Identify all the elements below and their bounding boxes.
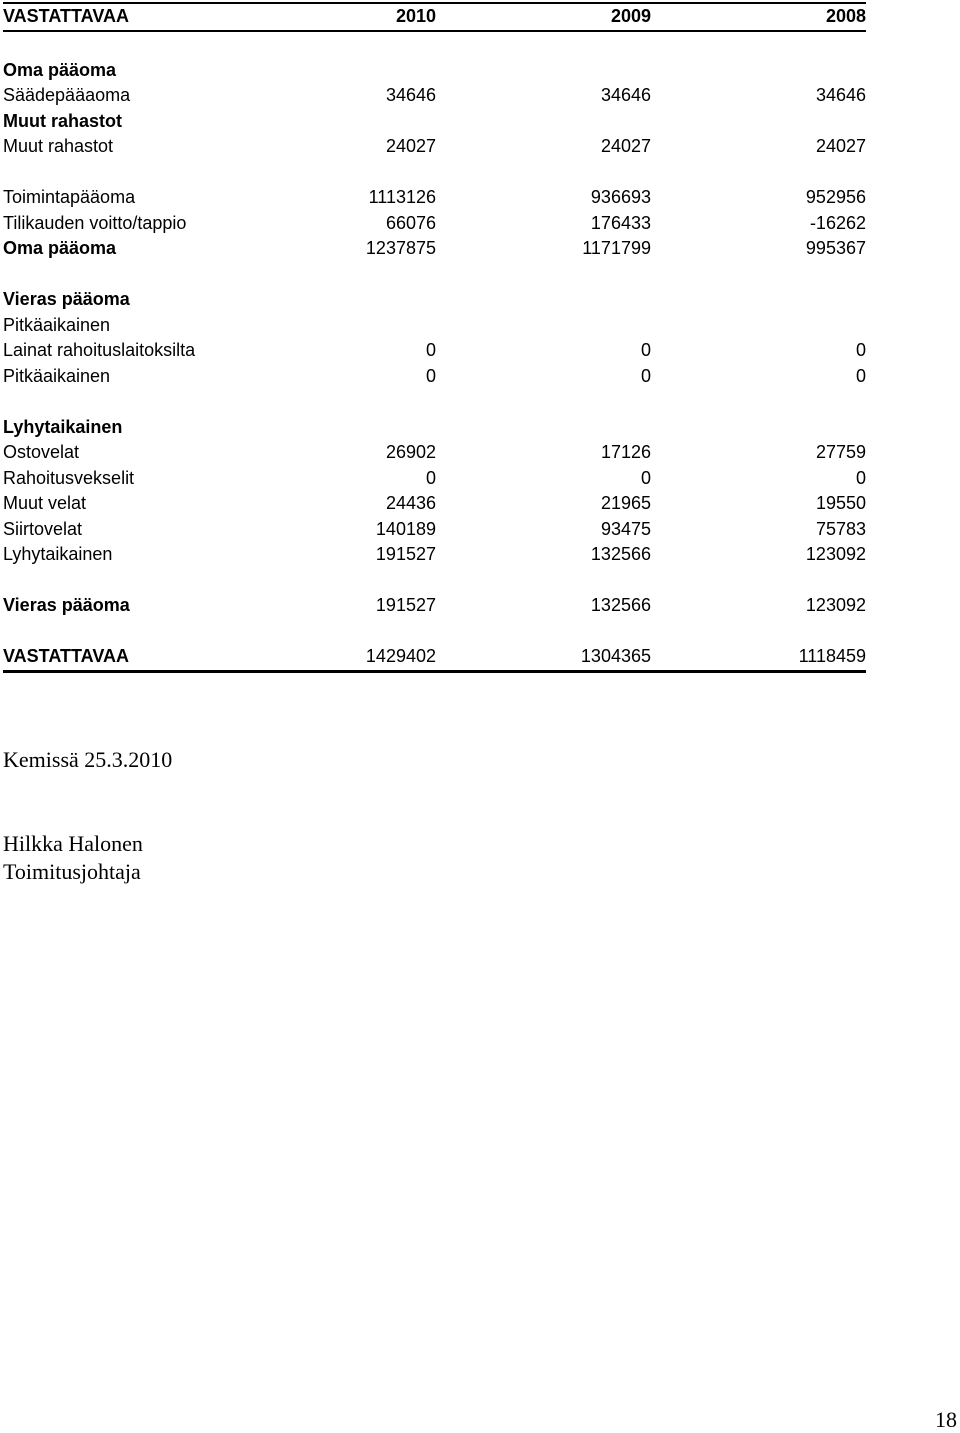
table-row — [3, 593, 866, 619]
row-label: Lyhytaikainen — [3, 544, 113, 564]
header-year-2008: 2008 — [651, 3, 866, 31]
row-value: 0 — [640, 340, 651, 360]
header-label: VASTATTAVAA — [3, 3, 221, 31]
row-value: 123092 — [805, 544, 866, 564]
table-header-row — [3, 3, 866, 31]
row-value: 176433 — [590, 212, 651, 233]
table-row — [3, 415, 866, 441]
row-value: 1118459 — [651, 644, 866, 671]
signatory-title: Toimitusjohtaja — [3, 859, 141, 884]
row-value — [436, 109, 651, 135]
row-value: 34646 — [815, 85, 866, 105]
table-row — [3, 185, 866, 211]
table-row — [3, 211, 866, 237]
row-value: -16262 — [809, 212, 866, 233]
table-row — [3, 236, 866, 262]
row-label: Muut velat — [3, 493, 87, 513]
spacer-row — [3, 389, 866, 415]
row-label: Pitkäaikainen — [3, 314, 111, 335]
row-value — [436, 287, 651, 313]
spacer-row — [3, 568, 866, 594]
row-value: 24027 — [815, 136, 866, 156]
row-label: Siirtovelat — [3, 518, 83, 539]
table-row — [3, 83, 866, 109]
row-label: Oma pääoma — [3, 238, 117, 258]
row-value — [651, 287, 866, 313]
spacer-row — [3, 31, 866, 58]
row-label: Oma pääoma — [3, 59, 117, 80]
row-value: 19550 — [815, 493, 866, 513]
table-row — [3, 542, 866, 568]
row-value: 34646 — [385, 85, 436, 105]
table-row — [3, 313, 866, 339]
header-year-2010: 2010 — [221, 3, 436, 31]
row-label: Tilikauden voitto/tappio — [3, 212, 187, 233]
row-value: 140189 — [375, 518, 436, 539]
spacer-row — [3, 619, 866, 645]
table-total-row — [3, 644, 866, 671]
row-label: Lyhytaikainen — [3, 416, 123, 437]
row-value — [651, 58, 866, 84]
row-value: 1304365 — [436, 644, 651, 671]
place-date: Kemissä 25.3.2010 — [3, 747, 173, 772]
row-label: Vieras pääoma — [3, 595, 130, 615]
row-value — [436, 58, 651, 84]
row-label: Pitkäaikainen — [3, 365, 111, 386]
row-value: 952956 — [805, 187, 866, 207]
table-row — [3, 58, 866, 84]
row-value: 1237875 — [365, 238, 436, 258]
signatory-name: Hilkka Halonen — [3, 831, 143, 856]
row-value: 17126 — [600, 442, 651, 462]
row-value: 123092 — [805, 595, 866, 615]
row-value: 132566 — [590, 595, 651, 615]
table-row — [3, 134, 866, 160]
row-value: 0 — [855, 467, 866, 488]
table-row — [3, 338, 866, 364]
row-label: VASTATTAVAA — [3, 644, 221, 671]
row-value: 0 — [425, 467, 436, 488]
row-value: 995367 — [805, 238, 866, 258]
row-label: Muut rahastot — [3, 110, 122, 131]
table-row — [3, 364, 866, 390]
row-value: 93475 — [600, 518, 651, 539]
row-value — [221, 313, 436, 339]
row-value: 75783 — [815, 518, 866, 539]
row-value — [651, 313, 866, 339]
table-row — [3, 287, 866, 313]
table-row — [3, 440, 866, 466]
row-label: Lainat rahoituslaitoksilta — [3, 340, 196, 360]
signatory-block — [3, 830, 143, 886]
row-value — [651, 415, 866, 441]
row-value: 1429402 — [221, 644, 436, 671]
row-value — [436, 415, 651, 441]
table-row — [3, 491, 866, 517]
spacer-row — [3, 160, 866, 186]
row-value: 27759 — [815, 442, 866, 462]
row-value — [221, 287, 436, 313]
row-value: 34646 — [600, 85, 651, 105]
row-label: Vieras pääoma — [3, 289, 130, 309]
row-value — [651, 109, 866, 135]
row-value — [221, 415, 436, 441]
row-value: 191527 — [375, 544, 436, 564]
row-value — [436, 313, 651, 339]
table-row — [3, 109, 866, 135]
row-value: 24436 — [385, 493, 436, 513]
row-value: 24027 — [600, 136, 651, 156]
header-year-2009: 2009 — [436, 3, 651, 31]
row-value: 1113126 — [368, 187, 436, 207]
row-value: 0 — [855, 365, 866, 386]
row-label: Toimintapääoma — [3, 187, 136, 207]
row-value: 936693 — [590, 187, 651, 207]
row-value — [221, 58, 436, 84]
row-value: 1171799 — [582, 238, 651, 258]
row-value: 0 — [425, 365, 436, 386]
row-value: 0 — [640, 365, 651, 386]
row-value: 66076 — [385, 212, 436, 233]
row-value: 21965 — [600, 493, 651, 513]
row-value: 191527 — [375, 595, 436, 615]
balance-sheet-table — [3, 2, 866, 673]
row-value: 0 — [855, 340, 866, 360]
spacer-row — [3, 262, 866, 288]
table-row — [3, 466, 866, 492]
table-row — [3, 517, 866, 543]
row-value: 132566 — [590, 544, 651, 564]
row-value — [221, 109, 436, 135]
page-number: 18 — [935, 1407, 957, 1432]
row-label: Säädepääaoma — [3, 85, 131, 105]
row-label: Rahoitusvekselit — [3, 467, 135, 488]
row-label: Muut rahastot — [3, 136, 114, 156]
row-value: 26902 — [385, 442, 436, 462]
row-value: 0 — [425, 340, 436, 360]
row-label: Ostovelat — [3, 442, 80, 462]
row-value: 0 — [640, 467, 651, 488]
row-value: 24027 — [385, 136, 436, 156]
